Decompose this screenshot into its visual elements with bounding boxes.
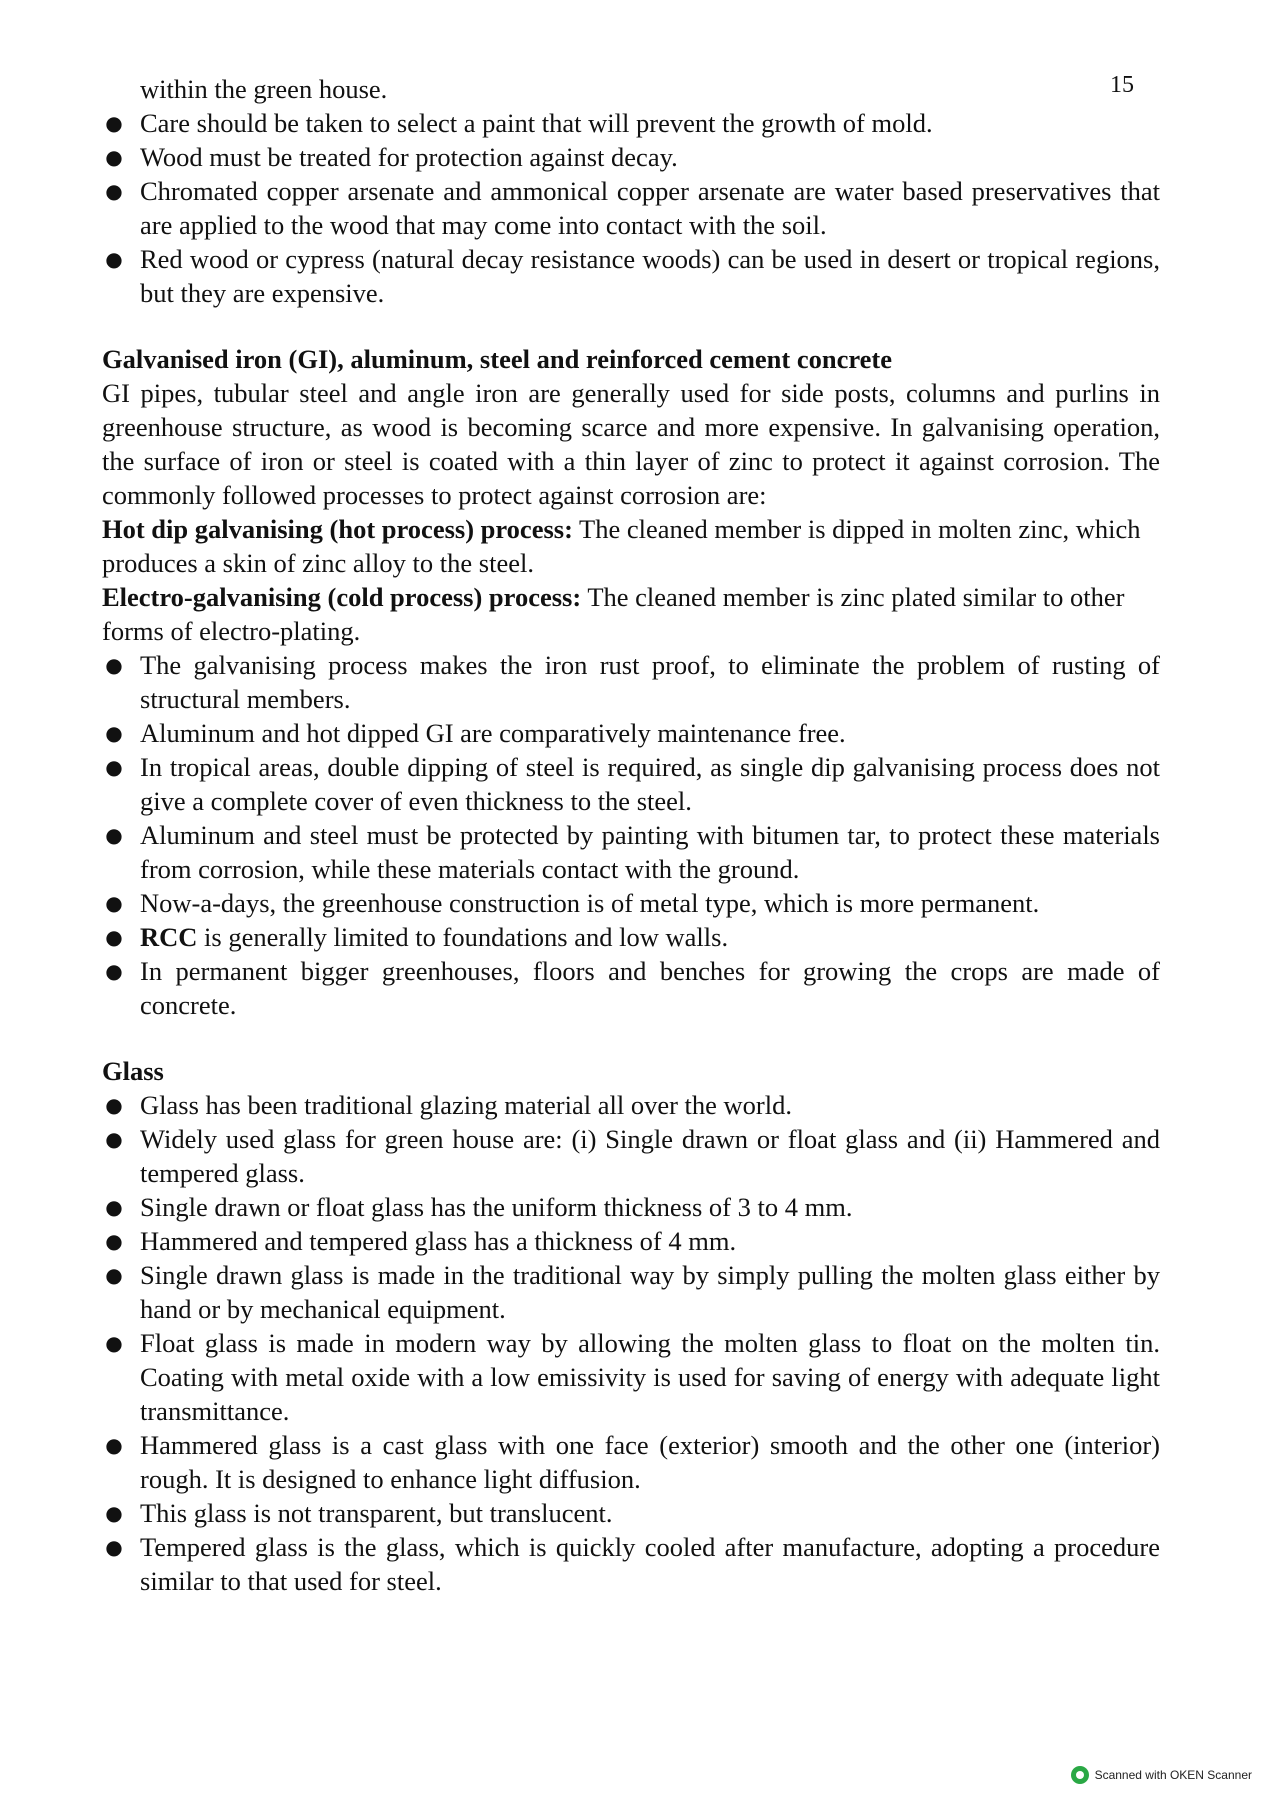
bullet-icon: ● [105, 1127, 123, 1151]
list-item [102, 648, 1160, 716]
list-item [102, 1428, 1160, 1496]
list-item-text: Tempered glass is the glass, which is quickly cooled after manufacture, adopting a procedure similar to that used for steel. [140, 1532, 1160, 1596]
list-item [102, 716, 1160, 750]
section-spacer [102, 1022, 1160, 1054]
bullet-icon: ● [105, 1501, 123, 1525]
oken-scanner-logo-icon [1071, 1766, 1089, 1784]
hot-dip-definition [102, 512, 1160, 580]
bullet-icon: ● [105, 925, 123, 949]
list-item [102, 106, 1160, 140]
list-item [102, 140, 1160, 174]
document-page [102, 72, 1160, 1598]
list-item-text: Now-a-days, the greenhouse construction is of metal type, which is more permanent. [140, 888, 1040, 918]
electro-term: Electro-galvanising (cold process) process: [102, 582, 582, 612]
bullet-icon: ● [105, 111, 123, 135]
bullet-icon: ● [105, 145, 123, 169]
bullet-icon: ● [105, 721, 123, 745]
list-item [102, 1496, 1160, 1530]
list-item-text: Glass has been traditional glazing material all over the world. [140, 1090, 792, 1120]
metals-bullet-list [102, 648, 1160, 1022]
intro-continuation: within the green house. [140, 74, 388, 104]
list-item-text: Single drawn glass is made in the traditional way by simply pulling the molten glass either by hand or by mechanical equipment. [140, 1260, 1160, 1324]
list-item-text: Single drawn or float glass has the uniform thickness of 3 to 4 mm. [140, 1192, 853, 1222]
bullet-icon: ● [105, 1263, 123, 1287]
list-item-text: Widely used glass for green house are: (i) Single drawn or float glass and (ii) Hammered and tempered glass. [140, 1124, 1160, 1188]
list-item-text: This glass is not transparent, but translucent. [140, 1498, 613, 1528]
list-item [102, 818, 1160, 886]
list-item [102, 886, 1160, 920]
page-number: 15 [1110, 72, 1134, 98]
list-item [102, 1122, 1160, 1190]
list-item-text: Aluminum and hot dipped GI are comparatively maintenance free. [140, 718, 846, 748]
hot-dip-term: Hot dip galvanising (hot process) process: [102, 514, 573, 544]
electro-definition [102, 580, 1160, 648]
list-item-text: is generally limited to foundations and low walls. [197, 922, 729, 952]
list-item [102, 1258, 1160, 1326]
intro-bullet-list [102, 106, 1160, 310]
bullet-icon: ● [105, 653, 123, 677]
scanner-footer [1071, 1766, 1252, 1784]
bullet-icon: ● [105, 1331, 123, 1355]
bullet-icon: ● [105, 959, 123, 983]
bullet-icon: ● [105, 179, 123, 203]
list-item [102, 920, 1160, 954]
metals-paragraph: GI pipes, tubular steel and angle iron are generally used for side posts, columns and purlins in greenhouse structure, as wood is becoming scarce and more expensive. In galvanising operation, the surface of iron or steel is coated with a thin layer of zinc to protect it against corrosion. The commonly followed processes to protect against corrosion are: [102, 378, 1160, 510]
list-item-text: Red wood or cypress (natural decay resistance woods) can be used in desert or tropical regions, but they are expensive. [140, 244, 1160, 308]
bullet-icon: ● [105, 891, 123, 915]
list-item-text: The galvanising process makes the iron rust proof, to eliminate the problem of rusting of structural members. [140, 650, 1160, 714]
hot-dip-text: The cleaned member is dipped in molten zinc, which produces a skin of zinc alloy to the steel. [102, 514, 1141, 578]
bullet-icon: ● [105, 1535, 123, 1559]
bullet-icon: ● [105, 1093, 123, 1117]
section-spacer [102, 310, 1160, 342]
list-item [102, 1190, 1160, 1224]
list-item-text: Wood must be treated for protection against decay. [140, 142, 678, 172]
list-item [102, 750, 1160, 818]
scanner-watermark-text: Scanned with OKEN Scanner [1094, 1768, 1252, 1782]
list-item [102, 1224, 1160, 1258]
list-item [102, 954, 1160, 1022]
list-item [102, 242, 1160, 310]
list-item [102, 1326, 1160, 1428]
list-item-text: Hammered glass is a cast glass with one face (exterior) smooth and the other one (interior) rough. It is designed to enhance light diffusion. [140, 1430, 1160, 1494]
bullet-icon: ● [105, 755, 123, 779]
section-heading-metals: Galvanised iron (GI), aluminum, steel and reinforced cement concrete [102, 344, 893, 374]
bullet-icon: ● [105, 823, 123, 847]
bullet-icon: ● [105, 247, 123, 271]
section-heading-glass: Glass [102, 1056, 164, 1086]
list-item-text: In permanent bigger greenhouses, floors and benches for growing the crops are made of concrete. [140, 956, 1160, 1020]
list-item [102, 1088, 1160, 1122]
list-item-text: In tropical areas, double dipping of steel is required, as single dip galvanising process does not give a complete cover of even thickness to the steel. [140, 752, 1160, 816]
list-item-text: Aluminum and steel must be protected by painting with bitumen tar, to protect these materials from corrosion, while these materials contact with the ground. [140, 820, 1160, 884]
list-item-text: Hammered and tempered glass has a thickness of 4 mm. [140, 1226, 737, 1256]
list-item-text: Float glass is made in modern way by allowing the molten glass to float on the molten tin. Coating with metal oxide with a low emissivity is used for saving of energy with adequate light transmittance. [140, 1328, 1160, 1426]
list-item [102, 1530, 1160, 1598]
rcc-term: RCC [140, 922, 198, 952]
list-item [102, 174, 1160, 242]
bullet-icon: ● [105, 1195, 123, 1219]
electro-text: The cleaned member is zinc plated similar to other forms of electro-plating. [102, 582, 1125, 646]
list-item-text: Chromated copper arsenate and ammonical copper arsenate are water based preservatives that are applied to the wood that may come into contact with the soil. [140, 176, 1160, 240]
list-item-text: Care should be taken to select a paint that will prevent the growth of mold. [140, 108, 933, 138]
bullet-icon: ● [105, 1433, 123, 1457]
glass-bullet-list [102, 1088, 1160, 1598]
bullet-icon: ● [105, 1229, 123, 1253]
